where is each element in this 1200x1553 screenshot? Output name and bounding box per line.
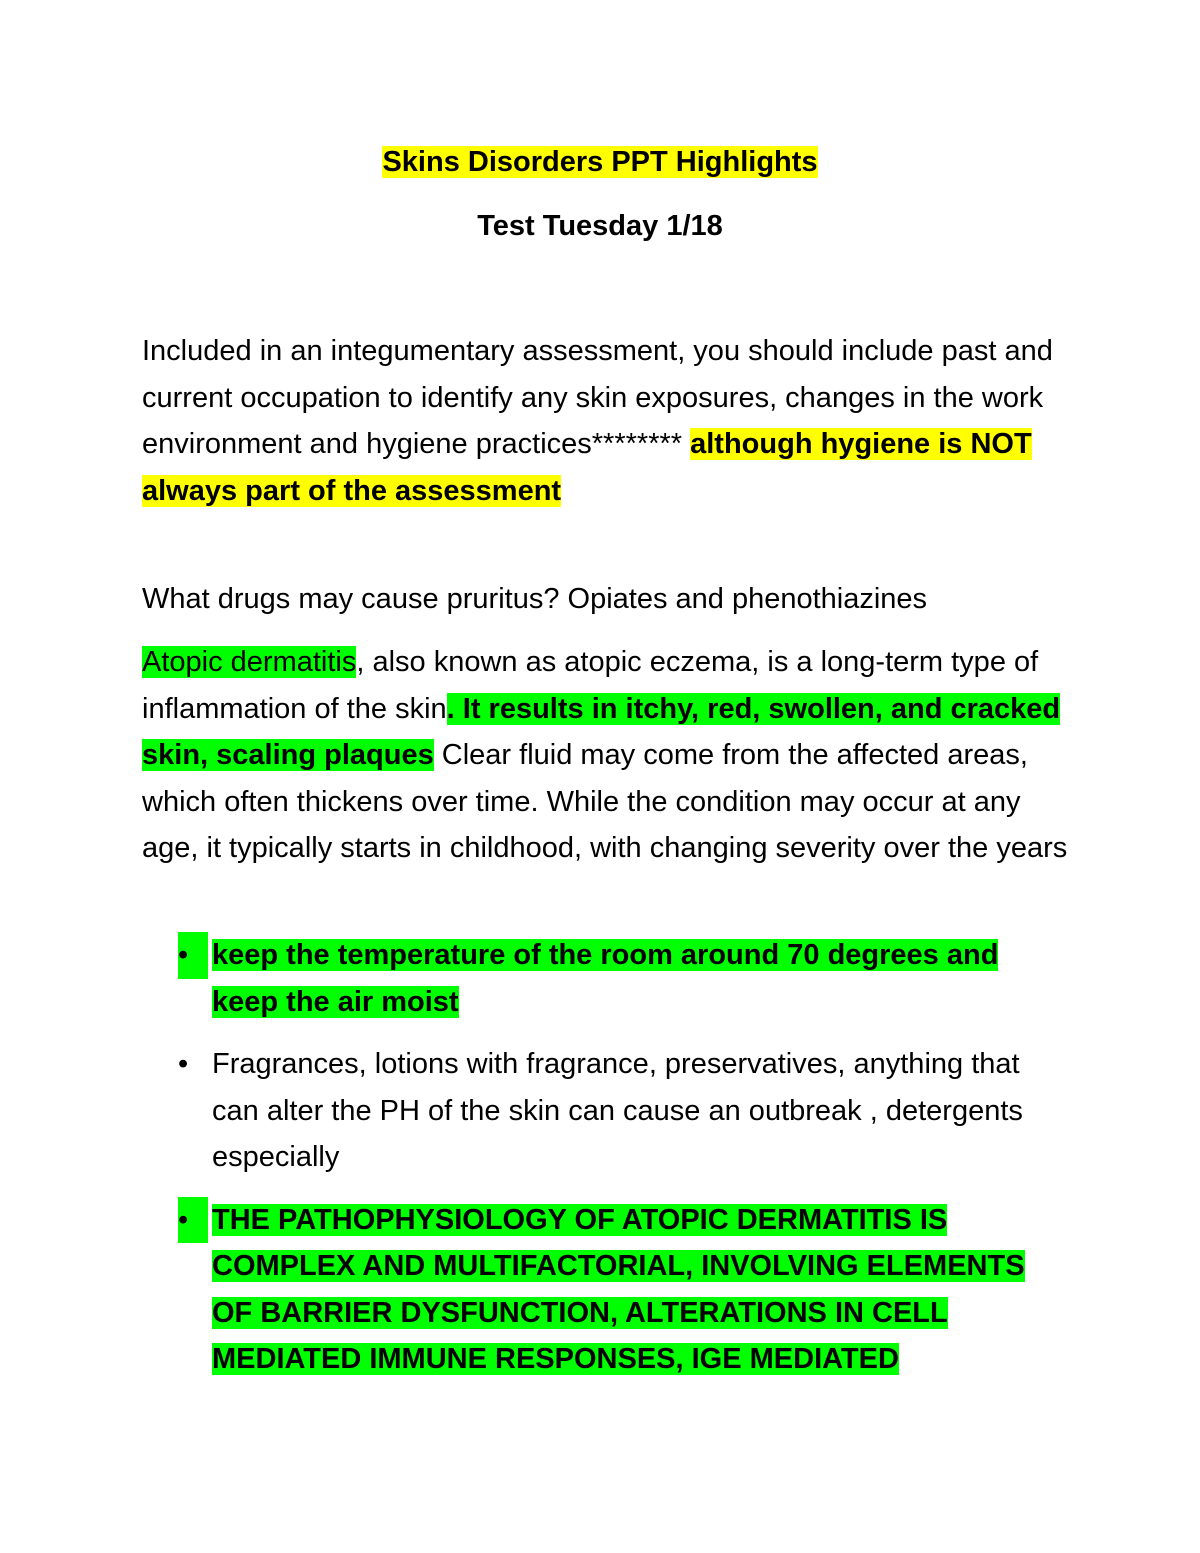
bullet-marker: •	[178, 932, 208, 979]
list-item	[142, 1041, 1072, 1181]
atopic-dermatitis-text-a: , also known as atopic eczema, is a long-term type of inflammation of the skin	[142, 646, 1039, 725]
title-highlight: Skins Disorders PPT Highlights	[382, 146, 818, 178]
paragraph-assessment	[142, 328, 1072, 514]
paragraph-assessment-highlight: although hygiene is NOT always part of the assessment	[142, 428, 1032, 507]
document-title	[0, 140, 1200, 184]
bullet-text: THE PATHOPHYSIOLOGY OF ATOPIC DERMATITIS IS COMPLEX AND MULTIFACTORIAL, INVOLVING ELEMENTS OF BARRIER DYSFUNCTION, ALTERATIONS IN CELL MEDIATED IMMUNE RESPONSES, IGE MEDIATED	[212, 1203, 1025, 1375]
bullet-marker: •	[178, 1048, 189, 1080]
paragraph-pruritus: What drugs may cause pruritus? Opiates and phenothiazines	[142, 583, 928, 615]
bullet-text: keep the temperature of the room around 70 degrees and keep the air moist	[212, 939, 999, 1018]
atopic-dermatitis-text-b: Clear fluid may come from the affected areas, which often thickens over time. While the condition may occur at any age, it typically starts in childhood, with changing severity over the years	[142, 739, 1068, 864]
bullet-list	[142, 932, 1072, 1399]
paragraph-atopic-dermatitis	[142, 639, 1072, 872]
atopic-dermatitis-term: Atopic dermatitis	[142, 646, 357, 678]
bullet-marker: •	[178, 1197, 208, 1244]
list-item	[142, 1197, 1072, 1383]
bullet-text: Fragrances, lotions with fragrance, preservatives, anything that can alter the PH of the skin can cause an outbreak , detergents especially	[212, 1048, 1023, 1173]
list-item	[142, 932, 1072, 1025]
atopic-dermatitis-highlight: . It results in itchy, red, swollen, and cracked skin, scaling plaques	[142, 692, 1061, 771]
document-subtitle: Test Tuesday 1/18	[477, 210, 723, 242]
paragraph-assessment-text: Included in an integumentary assessment, you should include past and current occupation to identify any skin exposures, changes in the work environment and hygiene practices********	[142, 335, 1053, 460]
